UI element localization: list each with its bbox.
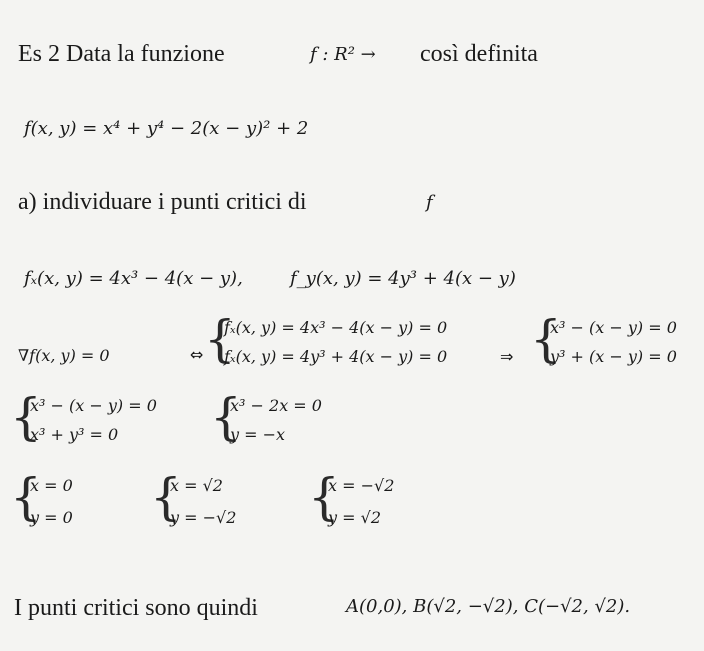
solution2-line2: y = −√2 [170, 508, 237, 527]
title-suffix: così definita [420, 41, 538, 67]
solution3-line2: y = √2 [328, 508, 381, 527]
gradient-equation: ∇f(x, y) = 0 [18, 346, 110, 365]
system4-line1: x³ − 2x = 0 [230, 396, 322, 415]
system2-line2: y³ + (x − y) = 0 [550, 347, 677, 366]
function-definition: f(x, y) = x⁴ + y⁴ − 2(x − y)² + 2 [24, 118, 309, 139]
system4-brace: { [210, 388, 242, 446]
part-a-f-symbol: f [426, 192, 433, 213]
implies-symbol: ⇒ [500, 347, 514, 366]
conclusion-label: I punti critici sono quindi [14, 595, 258, 621]
solution3-brace: { [308, 468, 340, 526]
system4-line2: y = −x [230, 425, 286, 444]
partial-fy: f_y(x, y) = 4y³ + 4(x − y) [290, 268, 516, 289]
function-signature: f : R² → [310, 44, 376, 65]
system3-brace: { [10, 388, 42, 446]
solution3-line1: x = −√2 [328, 476, 395, 495]
system3-line1: x³ − (x − y) = 0 [30, 396, 157, 415]
solution2-line1: x = √2 [170, 476, 223, 495]
partial-fx: fₓ(x, y) = 4x³ − 4(x − y), [24, 268, 243, 289]
system2-brace: { [530, 310, 562, 368]
iff-symbol: ⇔ [190, 345, 204, 364]
system1-line2: fₓ(x, y) = 4y³ + 4(x − y) = 0 [224, 347, 448, 366]
solution1-brace: { [10, 468, 42, 526]
system1-brace: { [204, 310, 236, 368]
solution2-brace: { [150, 468, 182, 526]
solution1-line2: y = 0 [30, 508, 73, 527]
part-a-label: a) individuare i punti critici di [18, 189, 307, 215]
critical-points: A(0,0), B(√2, −√2), C(−√2, √2). [346, 596, 631, 617]
exercise-title: Es 2 Data la funzione [18, 41, 225, 67]
solution1-line1: x = 0 [30, 476, 73, 495]
system3-line2: x³ + y³ = 0 [30, 425, 119, 444]
system2-line1: x³ − (x − y) = 0 [550, 318, 677, 337]
system1-line1: fₓ(x, y) = 4x³ − 4(x − y) = 0 [224, 318, 448, 337]
